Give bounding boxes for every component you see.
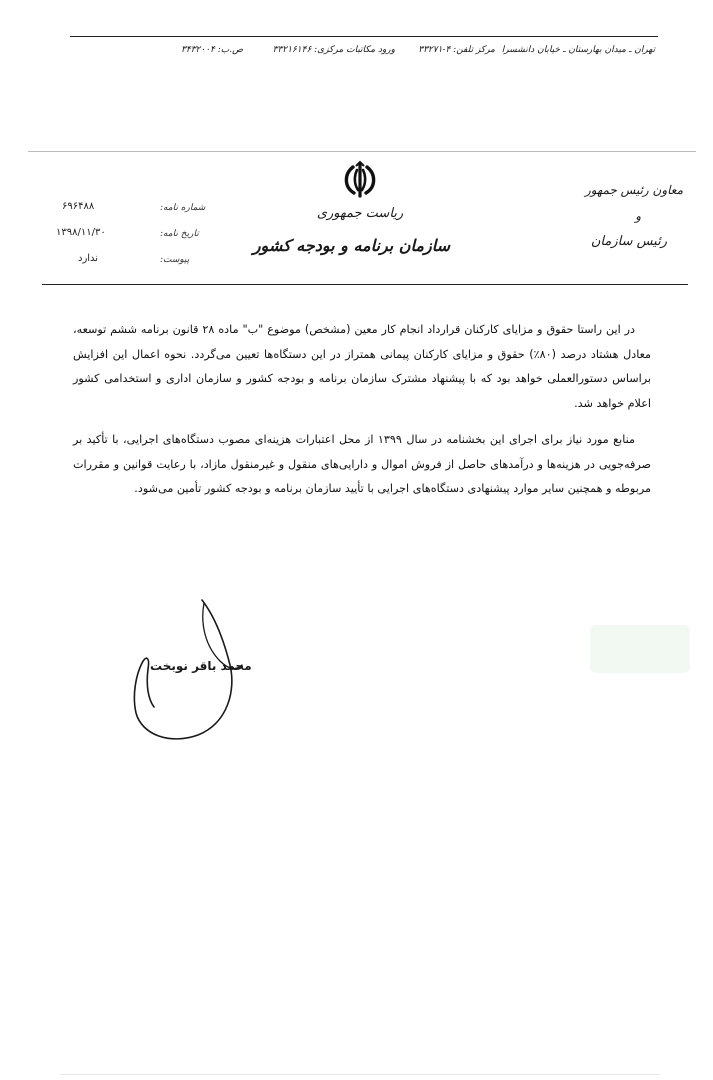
- body-paragraph-1: در این راستا حقوق و مزایای کارکنان قرارداد انجام کار معین (مشخص) موضوع "ب" ماده ۲۸ قانون برنامه ششم توسعه، معادل هشتاد درصد (۸۰٪) حقوق و مزایای کارکنان پیمانی همتراز در این دستگاه‌ها تعیین می‌گردد. نحوه اعمال این افزایش براساس دستورالعملی خواهد بود که با پیشنهاد مشترک سازمان برنامه و بودجه کشور و سازمان اداری و استخدامی کشور اعلام خواهد شد.: [73, 323, 651, 410]
- org-line-presidency: ریاست جمهوری: [316, 206, 404, 221]
- bottom-scan-rule: [60, 1074, 660, 1075]
- header-bottom-rule: [42, 284, 688, 285]
- letter-date-value: ۱۳۹۸/۱۱/۳۰: [56, 227, 106, 238]
- center-phone-text: مرکز تلفن: ۴-۳۳۲۷۱: [418, 45, 495, 55]
- central-secretariat-text: ورود مکاتبات مرکزی: ۳۳۲۱۶۱۴۶: [272, 45, 395, 55]
- top-rule: [70, 36, 658, 37]
- address-text: تهران ـ میدان بهارستان ـ خیابان دانشسرا: [501, 45, 655, 55]
- letter-body: [73, 318, 651, 502]
- pobox-text: ص.ب: ۳۴۳۲۰۰۴: [181, 45, 243, 55]
- scan-smudge: [590, 625, 690, 673]
- vp-title-and: و: [635, 209, 641, 223]
- iran-emblem-icon: [340, 160, 380, 200]
- header-top-rule: [28, 151, 696, 152]
- body-paragraph-2: منابع مورد نیاز برای اجرای این بخشنامه در سال ۱۳۹۹ از محل اعتبارات هزینه‌ای مصوب دستگاه‌های اجرایی، با تأکید بر صرفه‌جویی در هزینه‌ها و درآمدهای حاصل از فروش اموال و دارایی‌های منقول و غیرمنقول مازاد، با رعایت قوانین و مقررات مربوطه و همچنین سایر موارد پیشنهادی دستگاه‌های اجرایی با تأیید سازمان برنامه و بودجه کشور تأمین می‌شود.: [73, 433, 651, 495]
- vp-title-head: رئیس سازمان: [590, 234, 667, 249]
- letter-number-label: شماره نامه:: [160, 203, 206, 213]
- attachment-label: پیوست:: [160, 255, 190, 265]
- attachment-value: ندارد: [78, 253, 99, 264]
- letter-number-value: ۶۹۶۴۸۸: [62, 201, 95, 212]
- org-line-pbo: سازمان برنامه و بودجه کشور: [252, 236, 450, 255]
- vp-title: معاون رئیس جمهور: [584, 183, 683, 197]
- letter-date-label: تاریخ نامه:: [160, 229, 199, 239]
- signatory-name: محمد باقر نوبخت: [150, 659, 252, 673]
